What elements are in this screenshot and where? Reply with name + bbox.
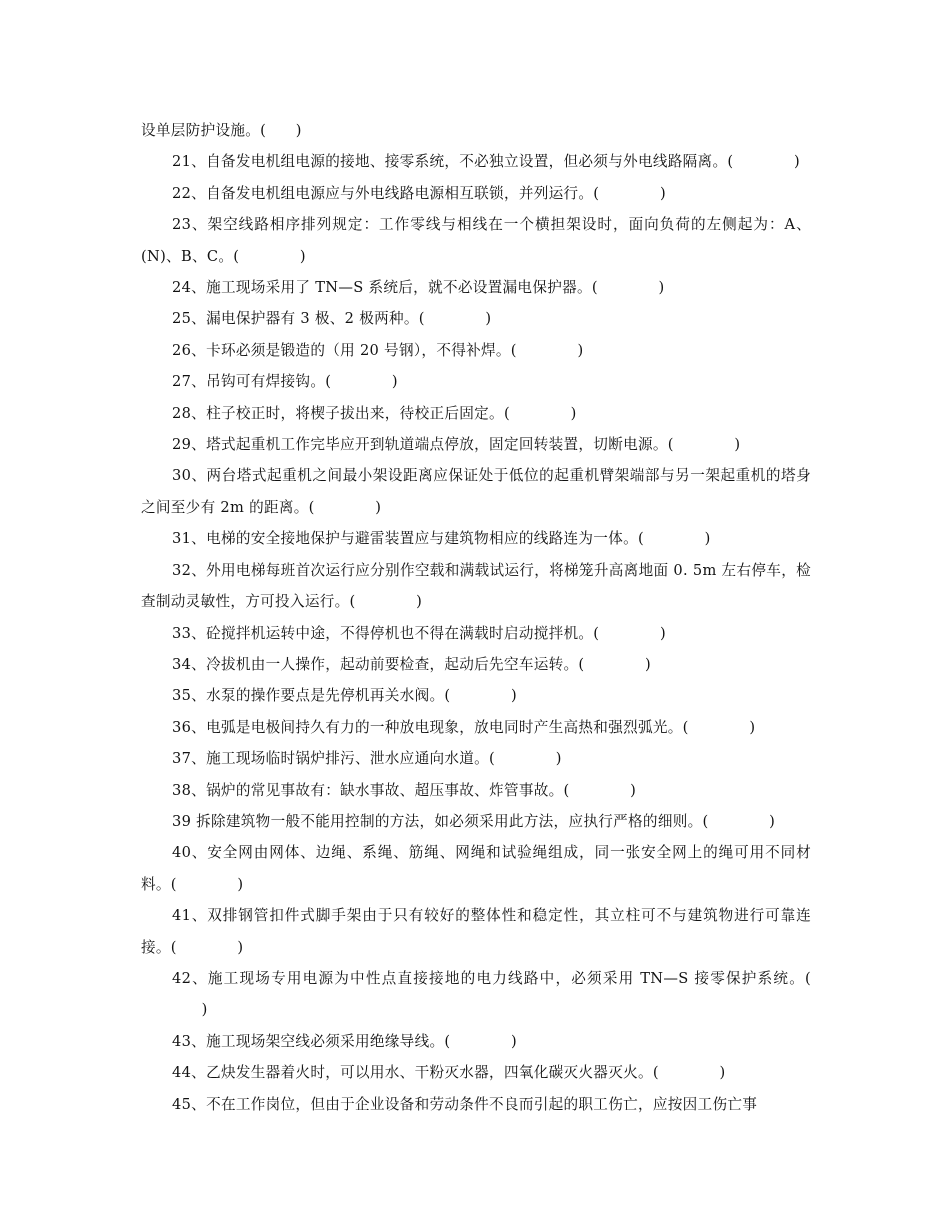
question-text: 26、卡环必须是锻造的（用 20 号钢），不得补焊。( (172, 341, 517, 359)
answer-blank-close: ) (237, 875, 244, 893)
question-item (141, 429, 811, 460)
answer-blank (450, 680, 511, 711)
answer-blank (239, 241, 300, 272)
question-text: 39 拆除建筑物一般不能用控制的方法，如必须采用此方法，应执行严格的细则。( (172, 812, 709, 830)
answer-blank (425, 303, 486, 334)
question-item (141, 209, 811, 272)
answer-blank-close: ) (511, 1032, 517, 1050)
question-item (141, 900, 811, 963)
question-text: 42、施工现场专用电源为中性点直接接地的电力线路中，必须采用 TN—S 接零保护系统。( (172, 969, 811, 987)
answer-blank (733, 146, 794, 177)
question-item (141, 303, 811, 334)
question-text: 37、施工现场临时锅炉排污、泄水应通向水道。( (172, 750, 496, 768)
answer-blank-close: ) (375, 498, 382, 516)
answer-blank-close: ) (570, 404, 577, 422)
document-page (141, 115, 811, 1120)
question-text: 29、塔式起重机工作完毕应开到轨道端点停放，固定回转装置，切断电源。( (172, 436, 674, 454)
question-item (141, 743, 811, 774)
answer-blank-close: ) (704, 530, 711, 548)
question-item (141, 618, 811, 649)
answer-blank-close: ) (416, 593, 423, 611)
question-item (141, 775, 811, 806)
question-text: 24、施工现场采用了 TN—S 系统后，就不必设置漏电保护器。( (172, 279, 598, 297)
answer-blank-close: ) (201, 1001, 208, 1019)
question-text: 40、安全网由网体、边绳、系绳、筋绳、网绳和试验绳组成，同一张安全网上的绳可用不同材料。( (141, 844, 811, 893)
answer-blank (598, 272, 659, 303)
answer-blank-close: ) (658, 279, 665, 297)
question-text: 31、电梯的安全接地保护与避雷装置应与建筑物相应的线路连为一体。( (172, 530, 644, 548)
question-text: 45、不在工作岗位，但由于企业设备和劳动条件不良而引起的职工伤亡，应按因工伤亡事 (172, 1095, 758, 1113)
question-item (141, 146, 811, 177)
answer-blank-close: ) (630, 781, 637, 799)
answer-blank-close: ) (391, 373, 398, 391)
answer-blank-close: ) (485, 310, 492, 328)
answer-blank-close: ) (659, 624, 666, 642)
question-text: 43、施工现场架空线必须采用绝缘导线。( (172, 1032, 451, 1050)
question-text: 30、两台塔式起重机之间最小架设距离应保证处于低位的起重机臂架端部与另一架起重机的塔身之间至少有 2m 的距离。( (141, 467, 811, 516)
question-item (141, 555, 811, 618)
question-item (141, 523, 811, 554)
question-item (141, 272, 811, 303)
question-item (141, 837, 811, 900)
answer-blank (674, 429, 735, 460)
answer-blank (315, 492, 376, 523)
answer-blank (450, 1026, 511, 1057)
answer-blank (709, 806, 770, 837)
question-text: 44、乙炔发生器着火时，可以用水、干粉灭水器，四氧化碳灭火器灭火。( (172, 1064, 659, 1082)
answer-blank (141, 994, 202, 1025)
question-item (141, 366, 811, 397)
question-text: 41、双排钢管扣件式脚手架由于只有较好的整体性和稳定性，其立柱可不与建筑物进行可靠连接。( (141, 907, 811, 956)
question-item (141, 1026, 811, 1057)
answer-blank (599, 618, 660, 649)
answer-blank (599, 178, 660, 209)
answer-blank (266, 115, 296, 146)
question-text: 25、漏电保护器有 3 极、2 极两种。( (172, 310, 425, 328)
answer-blank-close: ) (659, 184, 666, 202)
question-item (141, 1057, 811, 1088)
answer-blank (659, 1057, 720, 1088)
answer-blank-close: ) (645, 655, 652, 673)
answer-blank (495, 743, 556, 774)
answer-blank (517, 335, 578, 366)
answer-blank (689, 712, 750, 743)
question-text: 23、架空线路相序排列规定：工作零线与相线在一个横担架设时，面向负荷的左侧起为：A、(N)、B、C。( (141, 216, 811, 265)
answer-blank (510, 398, 571, 429)
question-item (141, 806, 811, 837)
question-text: 36、电弧是电极间持久有力的一种放电现象，放电同时产生高热和强烈弧光。( (172, 718, 689, 736)
question-item (141, 460, 811, 523)
question-item (141, 1089, 811, 1120)
question-item (141, 963, 811, 1026)
question-text: 27、吊钩可有焊接钩。( (172, 373, 332, 391)
answer-blank (356, 586, 417, 617)
answer-blank (584, 649, 645, 680)
answer-blank-close: ) (299, 247, 306, 265)
question-item (141, 178, 811, 209)
answer-blank-close: ) (749, 718, 756, 736)
answer-blank-close: ) (295, 122, 302, 139)
question-text: 22、自备发电机组电源应与外电线路电源相互联锁，并列运行。( (172, 184, 600, 202)
answer-blank-close: ) (719, 1064, 726, 1082)
question-item (141, 680, 811, 711)
question-item (141, 712, 811, 743)
question-text: 21、自备发电机组电源的接地、接零系统，不必独立设置，但必须与外电线路隔离。( (172, 153, 734, 171)
question-text: 38、锅炉的常见事故有：缺水事故、超压事故、炸管事故。( (172, 781, 570, 799)
question-item (141, 649, 811, 680)
question-text: 设单层防护设施。( (141, 122, 267, 139)
answer-blank (570, 775, 631, 806)
question-item (141, 398, 811, 429)
question-text: 28、柱子校正时，将楔子拔出来，待校正后固定。( (172, 404, 510, 422)
answer-blank (331, 366, 392, 397)
answer-blank-close: ) (769, 812, 776, 830)
answer-blank-close: ) (577, 341, 584, 359)
answer-blank-close: ) (793, 153, 800, 171)
question-text: 35、水泵的操作要点是先停机再关水阀。( (172, 687, 451, 705)
answer-blank-close: ) (555, 750, 562, 768)
answer-blank-close: ) (734, 436, 741, 454)
answer-blank (644, 523, 705, 554)
question-text: 34、冷拔机由一人操作，起动前要检查，起动后先空车运转。( (172, 655, 585, 673)
answer-blank (177, 869, 238, 900)
question-item (141, 335, 811, 366)
answer-blank-close: ) (237, 938, 244, 956)
question-text: 33、砼搅拌机运转中途，不得停机也不得在满载时启动搅拌机。( (172, 624, 600, 642)
answer-blank (177, 932, 238, 963)
question-text: 32、外用电梯每班首次运行应分别作空载和满载试运行，将梯笼升高离地面 0. 5m 左右停车，检查制动灵敏性，方可投入运行。( (141, 561, 811, 611)
question-item (141, 115, 811, 146)
answer-blank-close: ) (511, 687, 517, 705)
